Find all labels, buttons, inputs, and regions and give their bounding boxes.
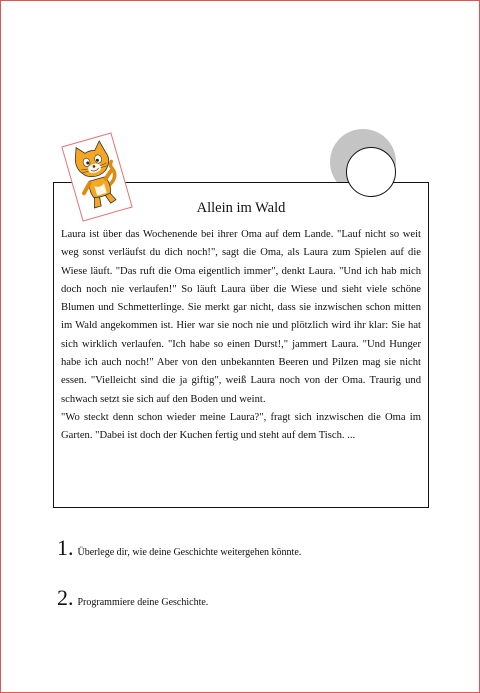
story-text (61, 226, 421, 446)
task-text: Überlege dir, wie deine Geschichte weitergehen könnte. (77, 547, 302, 558)
task-number: 2. (57, 585, 74, 610)
task-item (57, 585, 208, 611)
story-box (53, 182, 429, 508)
decorative-white-circle (346, 147, 396, 197)
story-paragraph: Laura ist über das Wochenende bei ihrer Oma auf dem Lande. "Lauf nicht so weit weg sonst verläufst du dich noch!", sagt die Oma, als Laura zum Spielen auf die Wiese läuft. "Das ruft die Oma eigentlich immer", denkt Laura. "Und ich hab mich doch noch nie verlaufen!" So läuft Laura über die Wiese und sieht viele schöne Blumen und Schmetterlinge. Sie merkt gar nicht, dass sie inzwischen schon mitten im Wald angekommen ist. Hier war sie noch nie und plötzlich wird ihr klar: Sie hat sich wirklich verlaufen. "Ich habe so einen Durst!," jammert Laura. "Und Hunger habe ich auch noch!" Aber von den unbekannten Beeren und Pilzen mag sie nicht essen. "Vielleicht sind die ja giftig", weiß Laura noch von der Oma. Traurig und schwach setzt sie sich auf den Boden und weint. (61, 229, 421, 405)
story-title: Allein im Wald (196, 200, 286, 216)
task-item (57, 535, 301, 561)
task-number: 1. (57, 535, 74, 560)
story-paragraph: "Wo steckt denn schon wieder meine Laura?", fragt sich inzwischen die Oma im Garten. "Dabei ist doch der Kuchen fertig und steht auf dem Tisch. ... (61, 411, 421, 442)
task-text: Programmiere deine Geschichte. (77, 597, 209, 608)
